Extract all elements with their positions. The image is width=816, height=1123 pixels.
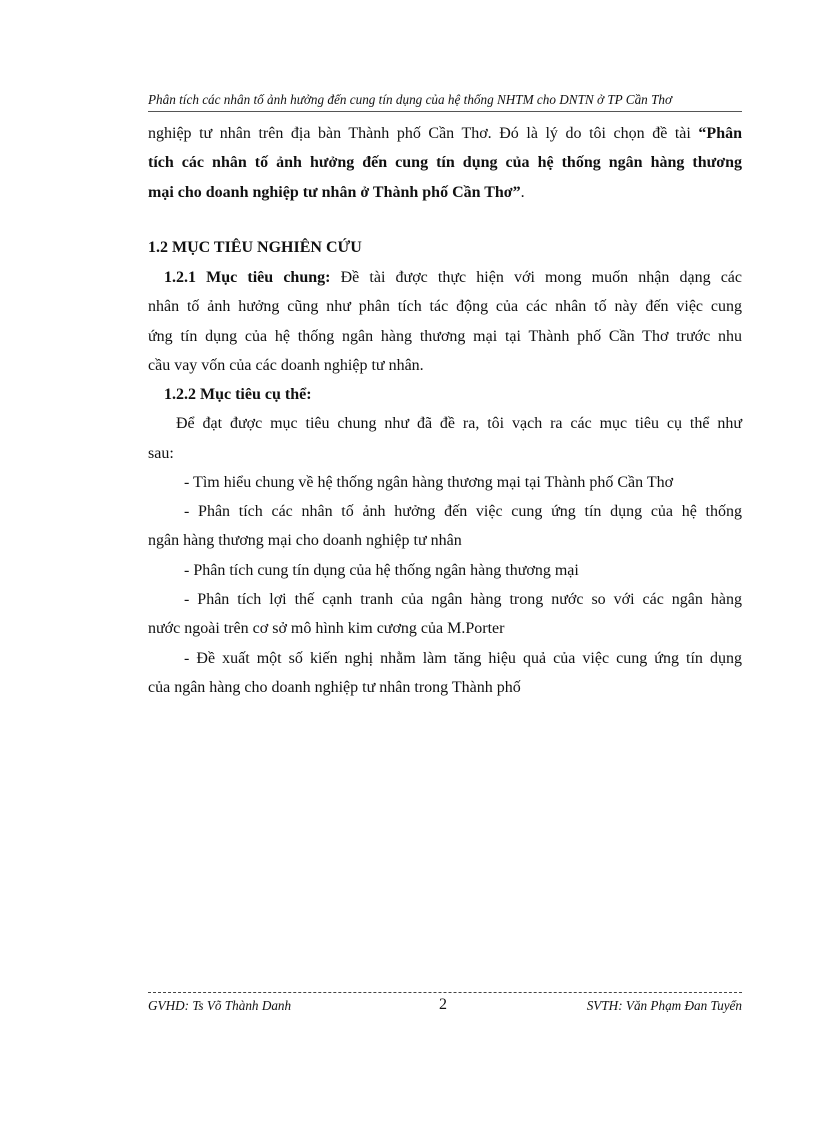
intro-period: . — [520, 184, 525, 201]
footer-supervisor: GVHD: Ts Võ Thành Danh — [148, 998, 292, 1013]
specific-intro-line-1: Để đạt được mục tiêu chung như đã đề ra, tôi vạch ra các mục tiêu cụ thể như — [176, 415, 742, 432]
section-heading — [148, 238, 742, 258]
general-objective-text: Đề tài được thực hiện với mong muốn nhận dạng các — [330, 269, 743, 286]
specific-intro-line-2: sau: — [148, 445, 174, 462]
objective-item-5-line-2: của ngân hàng cho doanh nghiệp tư nhân trong Thành phố — [148, 679, 521, 696]
objective-item-2-line-2: ngân hàng thương mại cho doanh nghiệp tư nhân — [148, 532, 462, 549]
general-objective-line-2: nhân tố ảnh hưởng cũng như phân tích tác động của các nhân tố này đến việc cung — [148, 298, 742, 315]
footer-rule — [148, 992, 742, 993]
intro-line-1-text: nghiệp tư nhân trên địa bàn Thành phố Cần Thơ. Đó là lý do tôi chọn đề tài — [148, 125, 699, 142]
objective-item-4-line-1: - Phân tích lợi thế cạnh tranh của ngân hàng trong nước so với các ngân hàng — [184, 591, 742, 608]
specific-objective-heading — [164, 385, 758, 405]
objective-item-1: - Tìm hiểu chung về hệ thống ngân hàng thương mại tại Thành phố Cần Thơ — [184, 474, 674, 491]
running-header: Phân tích các nhân tố ảnh hưởng đến cung tín dụng của hệ thống NHTM cho DNTN ở TP Cần Thơ — [148, 92, 673, 107]
objective-item-3: - Phân tích cung tín dụng của hệ thống ngân hàng thương mại — [184, 562, 579, 579]
objective-item-5-line-1: - Đề xuất một số kiến nghị nhằm làm tăng hiệu quả của việc cung ứng tín dụng — [184, 650, 742, 667]
general-objective-line-3: ứng tín dụng của hệ thống ngân hàng thương mại tại Thành phố Cần Thơ trước nhu — [148, 328, 742, 345]
intro-line-1 — [148, 124, 742, 144]
footer-student: SVTH: Văn Phạm Đan Tuyển — [586, 998, 742, 1013]
general-objective-line-1 — [164, 268, 742, 288]
thesis-title-end: mại cho doanh nghiệp tư nhân ở Thành phố Cần Thơ” — [148, 184, 521, 201]
general-objective-line-4: cầu vay vốn của các doanh nghiệp tư nhân. — [148, 357, 424, 374]
objective-item-4-line-2: nước ngoài trên cơ sở mô hình kim cương của M.Porter — [148, 620, 505, 637]
specific-objective-label: 1.2.2 Mục tiêu cụ thể: — [164, 386, 312, 403]
thesis-title-start: “Phân — [698, 125, 742, 142]
general-objective-label: 1.2.1 Mục tiêu chung: — [164, 269, 331, 286]
header-rule — [148, 111, 742, 112]
intro-line-3 — [148, 183, 742, 203]
page-number: 2 — [439, 996, 447, 1013]
intro-line-2 — [148, 153, 742, 173]
objective-item-2-line-1: - Phân tích các nhân tố ảnh hưởng đến việc cung ứng tín dụng của hệ thống — [184, 503, 742, 520]
section-heading-text: 1.2 MỤC TIÊU NGHIÊN CỨU — [148, 239, 362, 256]
thesis-title-middle: tích các nhân tố ảnh hưởng đến cung tín dụng của hệ thống ngân hàng thương — [148, 154, 742, 171]
